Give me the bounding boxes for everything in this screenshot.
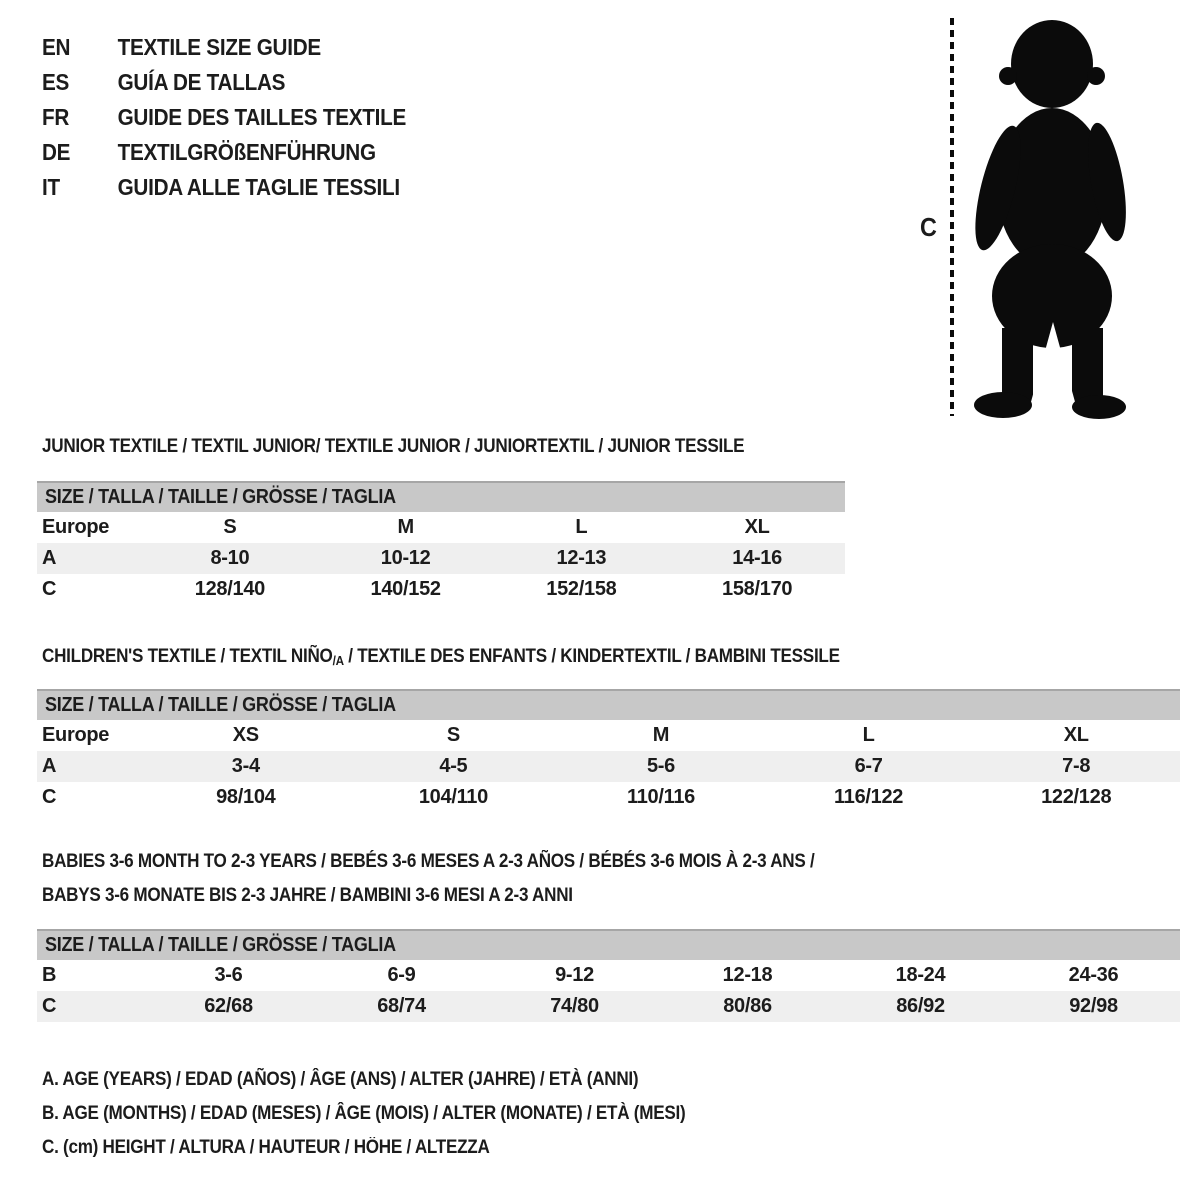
children-size-header-bar [37,689,1180,720]
table-cell: 12-13 [556,547,607,569]
table-cell: L [575,516,588,538]
babies-table-body [37,960,1180,1022]
children-table-body [37,720,1180,813]
size-header-label: SIZE / TALLA / TAILLE / GRÖSSE / TAGLIA [45,694,396,716]
size-header-label: SIZE / TALLA / TAILLE / GRÖSSE / TAGLIA [45,486,396,508]
table-cell: 74/80 [550,995,599,1017]
table-cell: 5-6 [646,755,675,777]
table-cell: 12-18 [722,964,773,986]
table-cell: 24-36 [1068,964,1119,986]
table-cell: 158/170 [722,578,793,600]
table-row [37,782,1180,813]
table-row [37,574,845,605]
table-cell: 14-16 [732,547,782,569]
language-code: DE [42,139,71,165]
table-cell: 140/152 [370,578,441,600]
legend [42,1063,757,1165]
legend-line-c: C. (cm) HEIGHT / ALTURA / HAUTEUR / HÖHE / ALTEZZA [42,1137,490,1158]
table-cell: 6-7 [854,755,883,777]
legend-line-b: B. AGE (MONTHS) / EDAD (MESES) / ÂGE (MOIS) / ALTER (MONATE) / ETÀ (MESI) [42,1103,686,1124]
language-title-list [42,30,447,205]
legend-line-a: A. AGE (YEARS) / EDAD (AÑOS) / ÂGE (ANS) / ALTER (JAHRE) / ETÀ (ANNI) [42,1069,639,1090]
table-cell: 10-12 [380,547,431,569]
junior-table-body [37,512,845,605]
table-cell: 116/122 [834,786,904,808]
ear-right [1087,67,1105,85]
table-cell: 128/140 [194,578,265,600]
children-section-heading [42,644,840,674]
language-code: IT [42,174,60,200]
table-cell: 86/92 [896,995,945,1017]
table-cell: S [223,516,237,538]
language-code: FR [42,104,70,130]
table-row [37,720,1180,751]
row-label-cell: B [42,964,57,986]
babies-size-table [37,960,1180,1022]
table-cell: M [652,724,670,746]
language-row-fr [42,100,406,135]
babies-heading-line2: BABYS 3-6 MONATE BIS 2-3 JAHRE / BAMBINI 3-6 MESI A 2-3 ANNI [42,885,573,906]
table-cell: 68/74 [377,995,426,1017]
table-cell: 18-24 [895,964,946,986]
table-cell: XL [744,516,770,538]
table-cell: 98/104 [216,786,276,808]
table-cell: 3-6 [214,964,243,986]
children-heading-pre: CHILDREN'S TEXTILE / TEXTIL NIÑO [42,646,333,667]
table-cell: 6-9 [387,964,416,986]
table-cell: 4-5 [439,755,468,777]
table-cell: 104/110 [418,786,488,808]
language-title: GUIDA ALLE TAGLIE TESSILI [117,174,400,200]
language-row-it [42,170,406,205]
junior-size-table [37,512,845,605]
language-title: GUÍA DE TALLAS [117,69,286,95]
language-code: ES [42,69,70,95]
table-row [37,991,1180,1022]
row-label-cell: A [42,755,57,777]
junior-size-header-bar [37,481,845,512]
row-label-cell: Europe [42,724,110,746]
babies-section-heading [42,845,814,913]
table-cell: 9-12 [555,964,594,986]
table-row [37,960,1180,991]
babies-heading-line1: BABIES 3-6 MONTH TO 2-3 YEARS / BEBÉS 3-6 MESES A 2-3 AÑOS / BÉBÉS 3-6 MOIS À 2-3 ANS / [42,851,815,872]
table-cell: 122/128 [1041,786,1112,808]
row-label-cell: C [42,578,57,600]
table-cell: 8-10 [210,547,250,569]
junior-section-heading: JUNIOR TEXTILE / TEXTIL JUNIOR/ TEXTILE JUNIOR / JUNIORTEXTIL / JUNIOR TESSILE [42,436,745,457]
table-cell: 80/86 [723,995,772,1017]
table-cell: 7-8 [1062,755,1091,777]
language-row-es [42,65,406,100]
language-code: EN [42,34,71,60]
size-header-label: SIZE / TALLA / TAILLE / GRÖSSE / TAGLIA [45,934,396,956]
table-cell: XS [232,724,259,746]
language-row-de [42,135,406,170]
children-heading-post: / TEXTILE DES ENFANTS / KINDERTEXTIL / BAMBINI TESSILE [343,646,840,667]
table-cell: XL [1063,724,1089,746]
table-cell: 110/116 [626,786,695,808]
language-title: TEXTILE SIZE GUIDE [117,34,321,60]
row-label-cell: Europe [42,516,110,538]
table-row [37,512,845,543]
children-heading-sub: /A [332,653,344,668]
row-label-cell: C [42,786,57,808]
height-measure-label: C [920,212,937,242]
table-cell: 3-4 [231,755,260,777]
height-measure-dashed-line [950,18,954,416]
row-label-cell: C [42,995,57,1017]
table-cell: S [446,724,460,746]
children-size-table [37,720,1180,813]
table-cell: 152/158 [546,578,617,600]
table-cell: 62/68 [204,995,253,1017]
table-cell: M [397,516,414,538]
language-title: TEXTILGRÖßENFÜHRUNG [117,139,376,165]
table-row [37,543,845,574]
ear-left [999,67,1017,85]
language-title: GUIDE DES TAILLES TEXTILE [117,104,407,130]
table-cell: L [862,724,875,746]
language-row-en [42,30,406,65]
toddler-silhouette-icon [966,16,1138,420]
row-label-cell: A [42,547,57,569]
table-row [37,751,1180,782]
babies-size-header-bar [37,929,1180,960]
table-cell: 92/98 [1069,995,1118,1017]
